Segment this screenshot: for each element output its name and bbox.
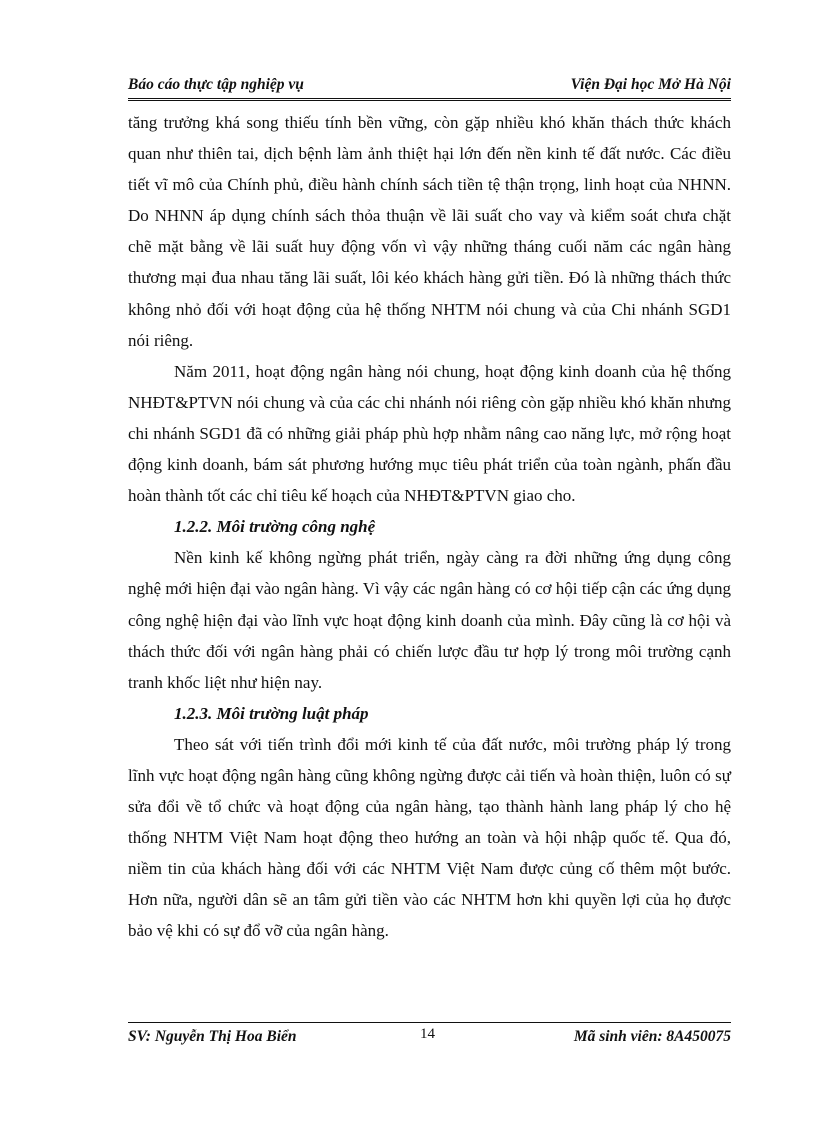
page-body xyxy=(128,107,731,947)
section-heading-1-2-3: 1.2.3. Môi trường luật pháp xyxy=(174,703,369,723)
footer-student-id: Mã sinh viên: 8A450075 xyxy=(573,1028,731,1045)
section-heading-1-2-2: 1.2.2. Môi trường công nghệ xyxy=(174,517,376,537)
header-report-title: Báo cáo thực tập nghiệp vụ xyxy=(128,76,304,93)
header-divider xyxy=(128,98,731,101)
paragraph-3: Nền kinh kế không ngừng phát triển, ngày càng ra đời những ứng dụng công nghệ mới hiện đại vào ngân hàng. Vì vậy các ngân hàng có cơ hội tiếp cận các ứng dụng công nghệ hiện đại vào lĩnh vực hoạt động kinh doanh của mình. Đây cũng là cơ hội và thách thức đối với ngân hàng phải có chiến lược đầu tư hợp lý trong môi trường cạnh tranh khốc liệt như hiện nay. xyxy=(128,548,731,692)
page-header xyxy=(128,74,731,98)
paragraph-1: tăng trưởng khá song thiếu tính bền vững, còn gặp nhiều khó khăn thách thức khách quan như thiên tai, dịch bệnh làm ảnh thiệt hại lớn đến nền kinh tế đất nước. Các điều tiết vĩ mô của Chính phủ, điều hành chính sách tiền tệ thận trọng, linh hoạt của NHNN. Do NHNN áp dụng chính sách thỏa thuận về lãi suất cho vay và kiểm soát chưa chặt chẽ mặt bằng về lãi suất huy động vốn vì vậy những tháng cuối năm các ngân hàng thương mại đua nhau tăng lãi suất, lôi kéo khách hàng gửi tiền. Đó là những thách thức không nhỏ đối với hoạt động của hệ thống NHTM nói chung và của Chi nhánh SGD1 nói riêng. xyxy=(128,113,731,350)
footer-student-name: SV: Nguyễn Thị Hoa Biển xyxy=(128,1028,297,1045)
paragraph-2: Năm 2011, hoạt động ngân hàng nói chung, hoạt động kinh doanh của hệ thống NHĐT&PTVN nói chung và của các chi nhánh nói riêng còn gặp nhiều khó khăn nhưng chi nhánh SGD1 đã có những giải pháp phù hợp nhằm nâng cao năng lực, mở rộng hoạt động kinh doanh, bám sát phương hướng mục tiêu phát triển của toàn ngành, phấn đầu hoàn thành tốt các chỉ tiêu kế hoạch của NHĐT&PTVN giao cho. xyxy=(128,361,731,506)
header-institution: Viện Đại học Mở Hà Nội xyxy=(570,76,731,93)
footer-divider xyxy=(128,1022,731,1023)
paragraph-4: Theo sát với tiến trình đổi mới kinh tế của đất nước, môi trường pháp lý trong lĩnh vực hoạt động ngân hàng cũng không ngừng được cải tiến và hoàn thiện, luôn có sự sửa đổi về tổ chức và hoạt động của ngân hàng, tạo thành hành lang pháp lý cho hệ thống NHTM Việt Nam hoạt động theo hướng an toàn và hội nhập quốc tế. Qua đó, niềm tin của khách hàng đối với các NHTM Việt Nam được củng cố thêm một bước. Hơn nữa, người dân sẽ an tâm gửi tiền vào các NHTM hơn khi quyền lợi của họ được bảo vệ khi có sự đổ vỡ của ngân hàng. xyxy=(128,734,731,941)
page-footer xyxy=(128,1026,731,1048)
page-number: 14 xyxy=(420,1026,435,1042)
